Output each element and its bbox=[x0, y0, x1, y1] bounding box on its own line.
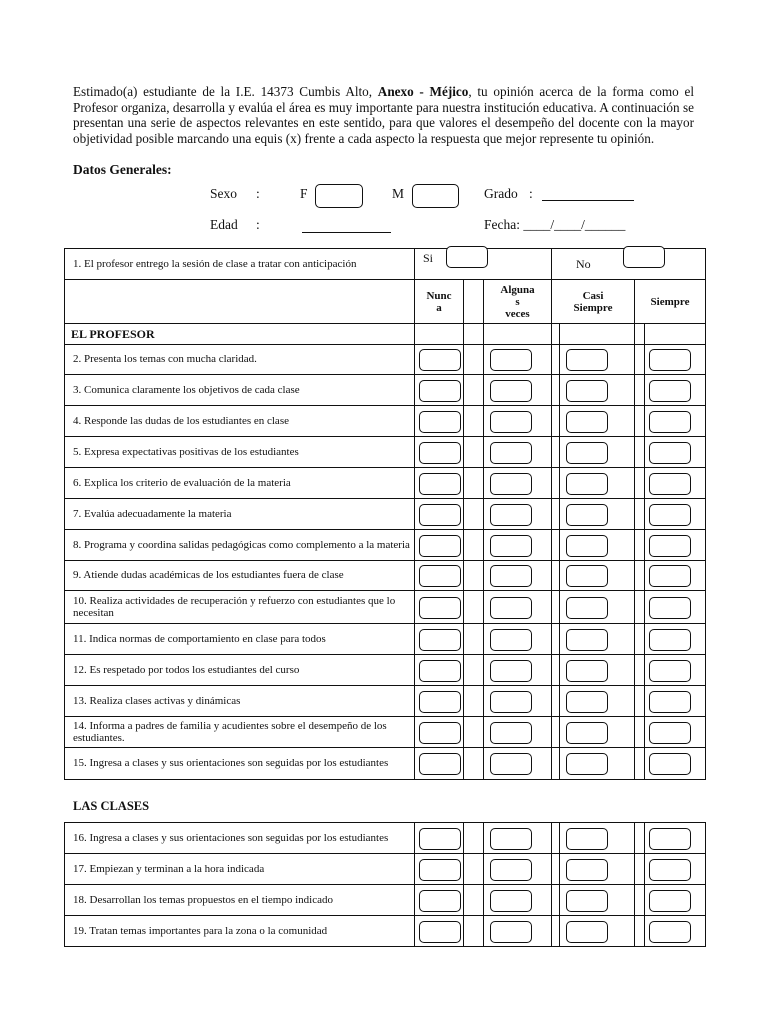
question-row bbox=[65, 561, 706, 591]
question-1-text: 1. El profesor entrego la sesión de clase a tratar con anticipación bbox=[65, 249, 415, 280]
casi-siempre-checkbox[interactable] bbox=[566, 442, 608, 464]
question-row bbox=[65, 655, 706, 686]
sexo-colon: : bbox=[256, 186, 260, 201]
question-text: 12. Es respetado por todos los estudiantes del curso bbox=[65, 655, 415, 686]
question-row bbox=[65, 530, 706, 561]
question-row bbox=[65, 748, 706, 780]
casi-siempre-checkbox[interactable] bbox=[566, 691, 608, 713]
casi-siempre-checkbox[interactable] bbox=[566, 473, 608, 495]
question-row bbox=[65, 375, 706, 406]
grado-label: Grado bbox=[484, 186, 518, 201]
siempre-checkbox[interactable] bbox=[649, 380, 691, 402]
casi-siempre-checkbox[interactable] bbox=[566, 722, 608, 744]
algunas-veces-checkbox[interactable] bbox=[490, 722, 532, 744]
casi-siempre-checkbox[interactable] bbox=[566, 597, 608, 619]
question-text: 9. Atiende dudas académicas de los estudiantes fuera de clase bbox=[65, 561, 415, 591]
question-text: 11. Indica normas de comportamiento en clase para todos bbox=[65, 624, 415, 655]
question-row bbox=[65, 406, 706, 437]
question-row bbox=[65, 437, 706, 468]
nunca-checkbox[interactable] bbox=[419, 722, 461, 744]
header-casi-siempre: Casi Siempre bbox=[552, 280, 635, 324]
siempre-checkbox[interactable] bbox=[649, 890, 691, 912]
question-row bbox=[65, 591, 706, 624]
siempre-checkbox[interactable] bbox=[649, 629, 691, 651]
nunca-checkbox[interactable] bbox=[419, 753, 461, 775]
question-text: 2. Presenta los temas con mucha claridad. bbox=[65, 345, 415, 375]
no-label: No bbox=[576, 257, 591, 271]
section-el-profesor-row bbox=[65, 324, 706, 345]
nunca-checkbox[interactable] bbox=[419, 504, 461, 526]
question-text: 8. Programa y coordina salidas pedagógicas como complemento a la materia bbox=[65, 530, 415, 561]
no-cell bbox=[552, 249, 706, 280]
casi-siempre-checkbox[interactable] bbox=[566, 828, 608, 850]
edad-field[interactable] bbox=[302, 232, 391, 233]
question-row bbox=[65, 686, 706, 717]
intro-text-2: , tu opinión acerca de la forma como el Profesor organiza, desarrolla y evalúa el área es muy importante para nuestra institución educativa. A continuación se presentan una serie de aspectos relevantes en este sentido, para que valores el desempeño del docente con la mayor objetividad posible marcando una equis (x) frente a cada aspecto la respuesta que mejor represente tu opinión. bbox=[73, 84, 694, 146]
evaluation-table-clases bbox=[64, 822, 706, 947]
si-checkbox[interactable] bbox=[446, 246, 488, 268]
algunas-veces-checkbox[interactable] bbox=[490, 691, 532, 713]
siempre-checkbox[interactable] bbox=[649, 411, 691, 433]
casi-siempre-checkbox[interactable] bbox=[566, 890, 608, 912]
casi-siempre-checkbox[interactable] bbox=[566, 565, 608, 587]
nunca-checkbox[interactable] bbox=[419, 629, 461, 651]
nunca-checkbox[interactable] bbox=[419, 859, 461, 881]
question-1-row bbox=[65, 249, 706, 280]
nunca-checkbox[interactable] bbox=[419, 442, 461, 464]
grado-field[interactable] bbox=[542, 200, 634, 201]
datos-generales-title: Datos Generales: bbox=[73, 162, 172, 177]
question-text: 14. Informa a padres de familia y acudientes sobre el desempeño de los estudiantes. bbox=[65, 717, 415, 748]
casi-siempre-checkbox[interactable] bbox=[566, 411, 608, 433]
siempre-checkbox[interactable] bbox=[649, 691, 691, 713]
nunca-checkbox[interactable] bbox=[419, 473, 461, 495]
nunca-checkbox[interactable] bbox=[419, 597, 461, 619]
fecha-label[interactable]: Fecha: ____/____/______ bbox=[484, 217, 626, 232]
casi-siempre-checkbox[interactable] bbox=[566, 349, 608, 371]
algunas-veces-checkbox[interactable] bbox=[490, 890, 532, 912]
siempre-checkbox[interactable] bbox=[649, 828, 691, 850]
casi-siempre-checkbox[interactable] bbox=[566, 629, 608, 651]
question-text: 19. Tratan temas importantes para la zona o la comunidad bbox=[65, 916, 415, 947]
question-text: 3. Comunica claramente los objetivos de cada clase bbox=[65, 375, 415, 406]
section-las-clases: LAS CLASES bbox=[73, 799, 150, 813]
siempre-checkbox[interactable] bbox=[649, 859, 691, 881]
siempre-checkbox[interactable] bbox=[649, 660, 691, 682]
question-text: 7. Evalúa adecuadamente la materia bbox=[65, 499, 415, 530]
siempre-checkbox[interactable] bbox=[649, 565, 691, 587]
edad-colon: : bbox=[256, 217, 260, 232]
question-text: 5. Expresa expectativas positivas de los estudiantes bbox=[65, 437, 415, 468]
siempre-checkbox[interactable] bbox=[649, 442, 691, 464]
intro-text-1: Estimado(a) estudiante de la I.E. 14373 Cumbis Alto, bbox=[73, 84, 378, 99]
si-cell bbox=[415, 249, 552, 280]
question-text: 13. Realiza clases activas y dinámicas bbox=[65, 686, 415, 717]
casi-siempre-checkbox[interactable] bbox=[566, 859, 608, 881]
question-text: 15. Ingresa a clases y sus orientaciones son seguidas por los estudiantes bbox=[65, 748, 415, 780]
algunas-veces-checkbox[interactable] bbox=[490, 380, 532, 402]
question-text: 6. Explica los criterio de evaluación de la materia bbox=[65, 468, 415, 499]
algunas-veces-checkbox[interactable] bbox=[490, 504, 532, 526]
algunas-veces-checkbox[interactable] bbox=[490, 473, 532, 495]
siempre-checkbox[interactable] bbox=[649, 473, 691, 495]
nunca-checkbox[interactable] bbox=[419, 691, 461, 713]
nunca-checkbox[interactable] bbox=[419, 828, 461, 850]
f-checkbox[interactable] bbox=[315, 184, 363, 208]
header-nunca: Nunc a bbox=[415, 280, 464, 324]
algunas-veces-checkbox[interactable] bbox=[490, 565, 532, 587]
nunca-checkbox[interactable] bbox=[419, 890, 461, 912]
siempre-checkbox[interactable] bbox=[649, 535, 691, 557]
m-checkbox[interactable] bbox=[412, 184, 459, 208]
algunas-veces-checkbox[interactable] bbox=[490, 859, 532, 881]
question-row bbox=[65, 468, 706, 499]
intro-paragraph bbox=[73, 84, 694, 146]
section-el-profesor: EL PROFESOR bbox=[65, 324, 415, 345]
nunca-checkbox[interactable] bbox=[419, 535, 461, 557]
m-label: M bbox=[392, 186, 405, 201]
siempre-checkbox[interactable] bbox=[649, 504, 691, 526]
header-siempre: Siempre bbox=[635, 280, 706, 324]
question-text: 18. Desarrollan los temas propuestos en el tiempo indicado bbox=[65, 885, 415, 916]
question-row bbox=[65, 823, 706, 854]
casi-siempre-checkbox[interactable] bbox=[566, 380, 608, 402]
algunas-veces-checkbox[interactable] bbox=[490, 411, 532, 433]
nunca-checkbox[interactable] bbox=[419, 565, 461, 587]
siempre-checkbox[interactable] bbox=[649, 921, 691, 943]
question-row bbox=[65, 717, 706, 748]
algunas-veces-checkbox[interactable] bbox=[490, 349, 532, 371]
nunca-checkbox[interactable] bbox=[419, 921, 461, 943]
nunca-checkbox[interactable] bbox=[419, 349, 461, 371]
question-text: 4. Responde las dudas de los estudiantes en clase bbox=[65, 406, 415, 437]
question-row bbox=[65, 345, 706, 375]
si-label: Si bbox=[423, 251, 434, 265]
casi-siempre-checkbox[interactable] bbox=[566, 660, 608, 682]
siempre-checkbox[interactable] bbox=[649, 753, 691, 775]
grado-colon: : bbox=[529, 186, 533, 201]
casi-siempre-checkbox[interactable] bbox=[566, 504, 608, 526]
question-text: 16. Ingresa a clases y sus orientaciones son seguidas por los estudiantes bbox=[65, 823, 415, 854]
question-row bbox=[65, 624, 706, 655]
casi-siempre-checkbox[interactable] bbox=[566, 535, 608, 557]
nunca-checkbox[interactable] bbox=[419, 380, 461, 402]
header-algunas-veces: Alguna s veces bbox=[484, 280, 552, 324]
algunas-veces-checkbox[interactable] bbox=[490, 753, 532, 775]
f-label: F bbox=[300, 186, 308, 201]
algunas-veces-checkbox[interactable] bbox=[490, 597, 532, 619]
no-checkbox[interactable] bbox=[623, 246, 665, 268]
nunca-checkbox[interactable] bbox=[419, 660, 461, 682]
casi-siempre-checkbox[interactable] bbox=[566, 753, 608, 775]
question-text: 17. Empiezan y terminan a la hora indicada bbox=[65, 854, 415, 885]
question-text: 10. Realiza actividades de recuperación y refuerzo con estudiantes que lo necesitan bbox=[65, 591, 415, 624]
algunas-veces-checkbox[interactable] bbox=[490, 629, 532, 651]
question-row bbox=[65, 499, 706, 530]
algunas-veces-checkbox[interactable] bbox=[490, 921, 532, 943]
casi-siempre-checkbox[interactable] bbox=[566, 921, 608, 943]
question-row bbox=[65, 885, 706, 916]
siempre-checkbox[interactable] bbox=[649, 722, 691, 744]
intro-bold-location: Anexo - Méjico bbox=[377, 84, 469, 99]
nunca-checkbox[interactable] bbox=[419, 411, 461, 433]
evaluation-table-profesor bbox=[64, 248, 706, 780]
algunas-veces-checkbox[interactable] bbox=[490, 535, 532, 557]
algunas-veces-checkbox[interactable] bbox=[490, 828, 532, 850]
header-row bbox=[65, 280, 706, 324]
algunas-veces-checkbox[interactable] bbox=[490, 442, 532, 464]
sexo-label: Sexo bbox=[210, 186, 237, 201]
algunas-veces-checkbox[interactable] bbox=[490, 660, 532, 682]
edad-label: Edad bbox=[210, 217, 238, 232]
question-row bbox=[65, 854, 706, 885]
siempre-checkbox[interactable] bbox=[649, 349, 691, 371]
question-row bbox=[65, 916, 706, 947]
siempre-checkbox[interactable] bbox=[649, 597, 691, 619]
